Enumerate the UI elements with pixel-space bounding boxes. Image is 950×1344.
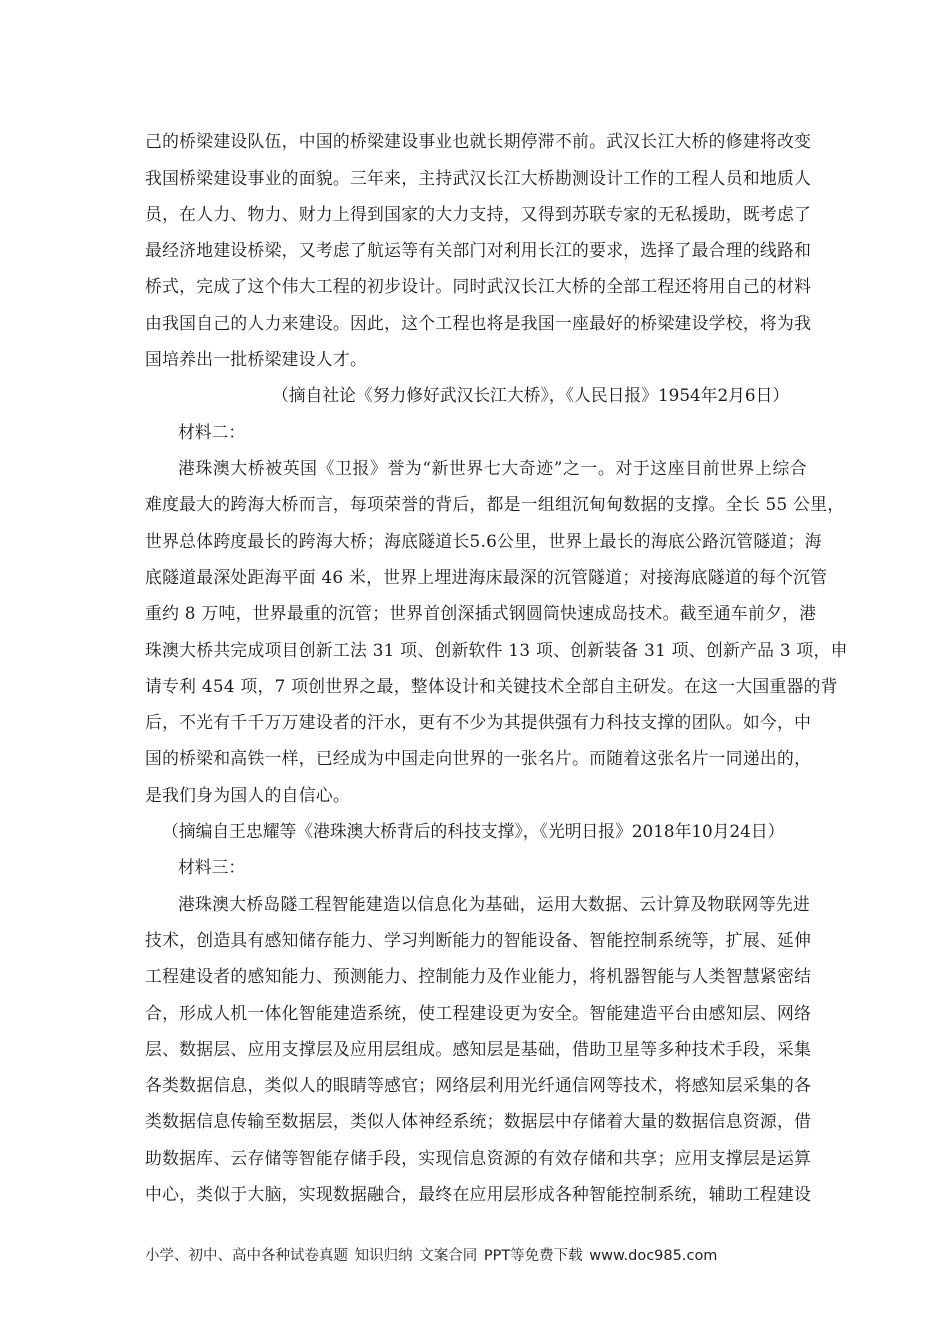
paragraph-line: 世界总体跨度最长的跨海大桥；海底隧道长5.6公里，世界上最长的海底公路沉管隧道；海 [145,531,822,551]
paragraph-line: 是我们身为国人的自信心。 [145,785,350,805]
paragraph-line: 我国桥梁建设事业的面貌。三年来，主持武汉长江大桥勘测设计工作的工程人员和地质人 [145,168,812,188]
paragraph-line: 中心，类似于大脑，实现数据融合，最终在应用层形成各种智能控制系统，辅助工程建设 [145,1184,812,1204]
paragraph-line: 各类数据信息，类似人的眼睛等感官；网络层利用光纤通信网等技术，将感知层采集的各 [145,1075,812,1095]
paragraph-line: 国培养出一批桥梁建设人才。 [145,349,368,369]
paragraph-line: 底隧道最深处距海平面 46 米，世界上埋进海床最深的沉管隧道；对接海底隧道的每个沉管 [145,567,828,587]
paragraph-line: 桥式，完成了这个伟大工程的初步设计。同时武汉长江大桥的全部工程还将用自己的材料 [145,276,812,296]
paragraph-line: 类数据信息传输至数据层，类似人体神经系统；数据层中存储着大量的数据信息资源，借 [145,1111,812,1131]
paragraph-line: 难度最大的跨海大桥而言，每项荣誉的背后，都是一组组沉甸甸数据的支撑。全长 55 公里， [145,494,845,514]
paragraph-line: 港珠澳大桥岛隧工程智能建造以信息化为基础，运用大数据、云计算及物联网等先进 [178,894,811,914]
paragraph-line: 请专利 454 项，7 项创世界之最，整体设计和关键技术全部自主研发。在这一大国重器的背 [145,676,838,696]
paragraph-line: 员，在人力、物力、财力上得到国家的大力支持，又得到苏联专家的无私援助，既考虑了 [145,204,812,224]
material2-source: （摘编自王忠耀等《港珠澳大桥背后的科技支撑》，《光明日报》2018年10月24日） [162,821,785,841]
material1-source: （摘自社论《努力修好武汉长江大桥》，《人民日报》1954年2月6日） [272,385,790,405]
paragraph-line: 工程建设者的感知能力、预测能力、控制能力及作业能力，将机器智能与人类智慧紧密结 [145,966,812,986]
paragraph-line: 国的桥梁和高铁一样，已经成为中国走向世界的一张名片。而随着这张名片一同递出的， [145,748,812,768]
paragraph-line: 港珠澳大桥被英国《卫报》誉为“新世界七大奇迹”之一。对于这座目前世界上综合 [178,458,807,478]
page-footer: 小学、初中、高中各种试卷真题 知识归纳 文案合同 PPT等免费下载 www.doc985.com [145,1248,718,1264]
material2-label: 材料二： [178,422,246,442]
paragraph-line: 最经济地建设桥梁，又考虑了航运等有关部门对利用长江的要求，选择了最合理的线路和 [145,240,812,260]
paragraph-line: 层、数据层、应用支撑层及应用层组成。感知层是基础，借助卫星等多种技术手段，采集 [145,1039,812,1059]
paragraph-line: 助数据库、云存储等智能存储手段，实现信息资源的有效存储和共享；应用支撑层是运算 [145,1148,812,1168]
paragraph-line: 重约 8 万吨，世界最重的沉管；世界首创深插式钢圆筒快速成岛技术。截至通车前夕，港 [145,603,817,623]
paragraph-line: 技术，创造具有感知储存能力、学习判断能力的智能设备、智能控制系统等，扩展、延伸 [145,930,812,950]
paragraph-line: 己的桥梁建设队伍，中国的桥梁建设事业也就长期停滞不前。武汉长江大桥的修建将改变 [145,131,812,151]
paragraph-line: 合，形成人机一体化智能建造系统，使工程建设更为安全。智能建造平台由感知层、网络 [145,1003,812,1023]
material3-label: 材料三： [178,857,246,877]
paragraph-line: 后，不光有千千万万建设者的汗水，更有不少为其提供强有力科技支撑的团队。如今，中 [145,712,812,732]
paragraph-line: 由我国自己的人力来建设。因此，这个工程也将是我国一座最好的桥梁建设学校，将为我 [145,313,812,333]
paragraph-line: 珠澳大桥共完成项目创新工法 31 项、创新软件 13 项、创新装备 31 项、创新产品 3 项，申 [145,640,848,660]
